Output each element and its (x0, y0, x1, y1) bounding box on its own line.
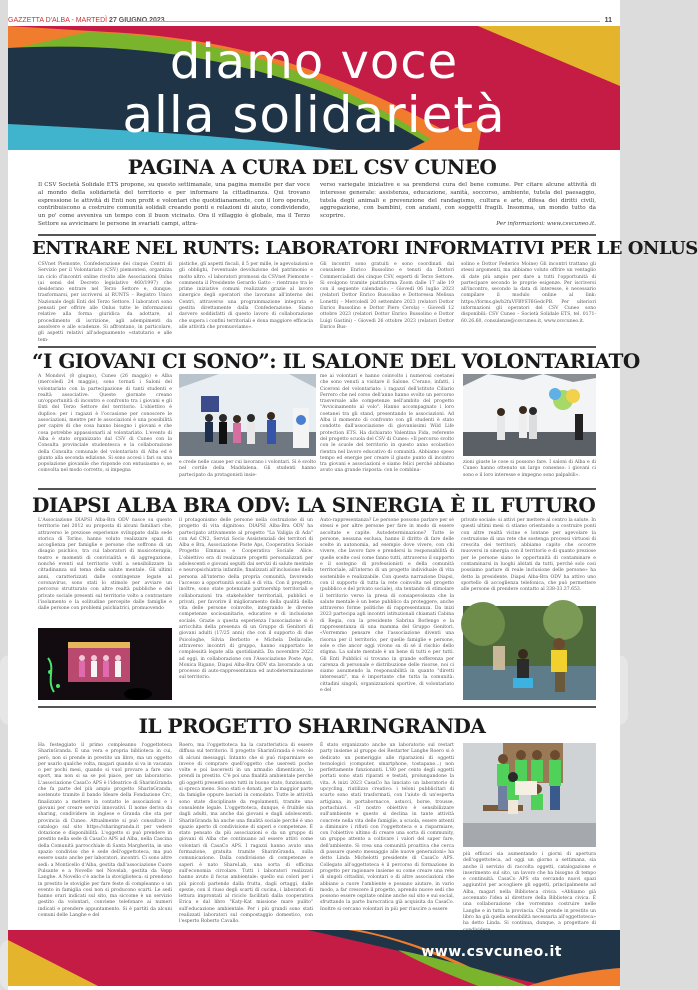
diapsi-column-4: privato sociale: si attivi per mettere al centro la salute. In questi ultimi mesi ci stiamo orientando a costruire ponti con altre realtà vicine e lontane per agevolare la costruzione di una rete che sostenga processi virtuosi di crescita dei territori; abbiamo capito che occorre muoversi in sinergia con il territorio e di quanto preziose per le persone siano le opportunità di contaminare e contaminarsi in luoghi abitati da tutti, perché solo così possiamo parlare di reale inclusione delle persone» ha detto la presidente. Diapsi Alba-Bra ODV ha attivo uno sportello di accoglienza telefonica, che può permettere alle persone di prendere contatto al 338-33.37.653. (461, 518, 596, 593)
giovani-column-1: A Mondovì (8 giugno), Cuneo (26 maggio) e Alba (mercoledì 24 maggio), sono tornati i Saloni del volontariato con la partecipazione di tanti studenti e realtà associative. Queste giornate creano un'opportunità di incontro e confronto tra i giovani e gli Enti del Terzo Settore del territorio. L'obiettivo è duplice: per i ragazzi è l'occasione per conoscere le associazioni, mentre per le associazioni è una possibilità per capire di che cosa hanno bisogno i giovani e che cosa potrebbe appassionarli al volontariato. L'evento di Alba è stato organizzato dal CSV di Cuneo con la Consulta provinciale studentesca e la collaborazione della Consulta comunale del volontariato di Alba ed è giunto alla seconda edizione. Si sono accesi i fari su una popolazione giovanile che risponde con entusiasmo e, se coinvolta nel modo corretto, si impegna (38, 374, 172, 474)
masthead (8, 17, 612, 24)
photo-garden-activity (463, 606, 596, 700)
giovani-column-4: zioni giuste le cose si possono fare. I saloni di Alba e di Cuneo hanno ottenuto un largo consenso: i giovani ci sono e il loro interesse e impegno sono palpabili». (463, 460, 596, 478)
newspaper-name: GAZZETTA D'ALBA - MARTEDÌ (8, 17, 110, 24)
giovani-column-3: me ai volontari e hanno coinvolto i numerosi coetanei che sono venuti a visitare il Salone. C'erano, infatti, i Ciceroni del volontariato: i ragazzi dell'istituto Ciliario Ferrero che nel corso dell'anno hanno svolto un percorso trasversale alle competenze nell'ambito del progetto "Avvicinamento al volo". Hanno accompagnato i loro coetanei tra gli stand, presentando le associazioni. Ad Alba il momento di confronto con gli studenti è stato condotto dall'associazione di giovanissimi Wild Life protection ETS. Ha dichiarato Valentina Fida, referente del progetto scuola del CSV di Cuneo: «Il percorso svolto con le scuole del territorio in questo anno scolastico rientra nel lavoro educativo di comunità. Abbiamo speso tempo ed energie per creare il giusto punto di incontro tra giovani e associazioni e siamo felici perché abbiamo avuto una grande risposta: con le combina- (320, 374, 454, 474)
header-banner (8, 26, 620, 150)
issue-date: 27 GIUGNO 2023 (109, 17, 165, 24)
giovani-column-2-text: e crede nelle cause per cui lavorano i volontari. Si è svolto nel cortile della Maddalena. Gli studenti hanno partecipato da protagonisti insie- (179, 460, 316, 478)
section-divider (38, 706, 596, 708)
runts-column-1: CSVnet Piemonte, Confederazione dei cinque Centri di Servizio per il Volontariato (CSV) piemontesi, organizza un ciclo d'incontri online rivolto alle Associazioni Onlus (ai sensi del Decreto legislativo 460/1997) che desiderano entrare nel Terzo Settore e, dunque, trasformarsi, per iscriversi al RUNTS – Registro Unico Nazionale degli Enti del Terzo Settore. I laboratori sono pensati per offrire alle Onlus tutte le informazioni relative alla forma giuridica da adottare, al procedimento di iscrizione, agli adempimenti da assolvere e alle scadenze. Si affrontano, in particolare, gli aspetti relativi all'adeguamento «statutario e alle tem- (38, 262, 172, 343)
section-divider (38, 234, 596, 236)
section-headline-intro: PAGINA A CURA DEL CSV CUNEO (127, 155, 497, 179)
section-divider (38, 488, 596, 490)
photo-theatre (38, 628, 172, 700)
section-headline-diapsi: DIAPSI ALBA BRA ODV: LA SINERGIA È IL FUTURO (32, 493, 596, 517)
runts-column-2: pistiche, gli aspetti fiscali, il 5 per mille, le agevolazioni e gli obblighi, l'eventuale devoluzione del patrimonio e molto altro. «I laboratori promossi da CSVnet Piemonte – commenta il Presidente Gerardo Gatto – rientrano tra le prime iniziative comuni realizzate grazie al lavoro sinergico degli operatori che lavorano all'interno dei Centri, attraverso una programmazione integrata e gestita direttamente dalla Confederazione. Siamo davvero soddisfatti di questo lavoro di collaborazione che supera i confini territoriali e dona maggiore efficacia alle attività che promuoviamo». (179, 262, 313, 330)
banner-title-line2: alla solidarietà (122, 86, 506, 144)
intro-column-2-text: verso variegate iniziative e sa prendersi cura del bene comune. Per citare alcune attività di interesse generale: assistenza, educazione, sanità, soccorso, ambiente, tutela del paesaggio, tutela degli animali e prevenzione del randagismo, cultura e arte, difesa dei diritti civili, aggregazione, con bambini, con anziani, con soggetti fragili. Insomma, un mondo tutto da scoprire. (320, 182, 596, 220)
website-link[interactable]: www.csvcuneo.it (421, 944, 562, 960)
section-divider (38, 346, 596, 348)
photo-salone-alba (179, 374, 316, 456)
sharingranda-column-3: È stato organizzato anche un laboratorio sul restart party insieme al gruppo dei Restarter Langhe Roero si è dedicato un pomeriggio alle riparazioni di oggetti tecnologici (computer, smartphone, tostapane...) non perfettamente funzionanti. L'80 per cento degli oggetti portati sono stati riparati e testati, prolungandone la vita. A inizi 2023 CasaCo ha lanciato un laboratorio di upcycling, riutilizzo creativo: i teloni pubblicitari di scarto sono stati trasformati, con l'aiuto di un'esperta artigiana, in portabornacce, astucci, borse, trousse, portachiavi. «Il nostro obiettivo è sensibilizzare sull'ambiente e questo si declina in tante attività concrete nella vita delle famiglie, a scuola, essere attenti a diminuire i rifiuti con l'oggettoteca e a risparmiare, con l'obiettivo ultimo di creare una sorta di community, un gruppo attento a coltivare i valori del saper fare, dell'ambiente. Si crea una comunità proattiva che cerca di passare questo messaggio alle nuove generazioni» ha detto Linda Michelotti presidente di CasaCo APS. Collegato all'oggettoteca è il percorso di formazione in progetto per ragionare insieme su come creare una rete di singoli cittadini, volontari o di altre associazioni che abbiano a cuore l'ambiente e possano aiutare, in vario modo, a far crescere il progetto, aprendo nuove sedi che possono essere ospitate online anche sul sito e sui social, sfruttando la parte burocratica già acquisita da CasaCo. Inoltre si cercano volontari in più per riuscire a essere (320, 743, 454, 912)
intro-column-2 (320, 182, 596, 230)
runts-column-4: solino e Dottor Federico Moine) Gli incontri trattano gli stessi argomenti, ma abbiamo voluto offrire un ventaglio di date più ampio per dare a tutti l'opportunità di partecipare secondo le proprie esigenze. Per iscriversi all'incontro, secondo la data di interesse, è necessario compilare il modulo online al link: https://forms.gle/b2fuVFBYST6GedcPB. Per ulteriori informazioni gli operatori del CSV Cuneo sono disponibili: CSV Cuneo – Società Solidale ETS, tel. 0171-60.26.60, consulenze@csvcuneo.it, www.csvcuneo.it. (461, 262, 596, 324)
section-headline-sharingranda: IL PROGETTO SHARINGRANDA (138, 714, 486, 738)
sharingranda-column-4: più efficaci sia aumentando i giorni di apertura dell'oggettoteca, ad oggi un giorno a settimana, sia anche il servizio di raccolta oggetti, catalogazione e inserimento sul sito, un lavoro che ha bisogno di tempo e continuità. CasaCo APS sta cercando nuovi spazi aggiuntivi per accogliere gli oggetti, principalmente ad Alba, magari nella Biblioteca civica. «Abbiamo già accennato l'idea al direttore della Biblioteca civica. È una collaborazione che vorremmo costruire nelle Langhe e in tutta la provincia. Chi prende in prestito un libro ha già quella sensibilità necessaria all'oggettoteca» ha detto Linda. Si continua, dunque, a progettare di (463, 852, 596, 927)
diapsi-column-2: il protagonismo delle persone nella costruzione di un progetto di vita dignitoso. DIAPSI Alba-Bra ODV ha partecipato attivamente al progetto "La Valigia di Ada" con Asl CN2, Servizi Socio Assistenziali dei territori di Alba e Bra, Associazione Poste Aps, Cooperativa Sociale Progetto Emmaus e Cooperativa Sociale Alice. L'obiettivo era di realizzare progetti personalizzati per adolescenti e giovani seguiti dai servizi di salute mentale e neuropsichiatria infantile, finalizzati all'inclusione della persona all'interno della propria comunità, favorendo l'accesso a opportunità sociali e di vita. Con il progetto, inoltre, sono state potenziate partnership territoriali e collaborazioni tra stakeholder territoriali, pubblici e privati, per favorire il miglioramento della qualità della vita delle persone coinvolte, integrando le diverse competenze sociosanitarie, educative e di inclusione sociale. Grazie a questa esperienza l'associazione si è arricchita della presenza di un Gruppo di Genitori di giovani adulti (17/25 anni) che con il supporto di due Psicologhe, Silvia Berbotto e Michela Dellavalle, attraverso incontri di gruppo, hanno supportato le complessità legate alla quotidianità. Da novembre 2022 ad oggi, in collaborazione con l'Associazione Poste Aps, Monica Rigano, Diapsi Alba-Bra ODV sta lavorando a un processo di auto-rappresentanza ed autodeterminazione sul territorio. (179, 518, 313, 681)
diapsi-column-3: Auto-rappresentanza? Le persone possono parlare per sé stessi e per altre persone per fare in modo di essere ascoltate e capite. Autodeterminazione? Tutte le persone, nessuna esclusa, hanno il diritto di fare delle scelte in autonomia, ad esempio dove vivere, con chi vivere, che lavoro fare e prendersi la responsabilità di quelle scelte così come fanno tutti, attraverso il supporto e il sostegno di professionisti e della comunità territoriale, all'interno di un progetto individuale di vita sostenibile e realizzabile. Con questa narrazione Diapsi, con il supporto di tutta la rete coinvolta nel progetto (pubblico e del privato sociale), sta tentando di stimolare il territorio verso la presa di consapevolezza che la salute mentale è un bene pubblico da proteggere, anche attraverso forme politiche di rappresentanza. Da inizi 2023 partecipa agli incontri istituzionali chiamati Cabina di Regia, con la presidente Sabrina Borlengo e la rappresentanza di una mamma del Gruppo Genitori. «Vorremmo pensare che l'associazione diventi una risorsa per il territorio, per quelle famiglie e persone, sole e che ancor oggi vivono su di sé il rischio dello stigma. La salute mentale è un bene di tutti e per tutti. Gli Enti Pubblici si trovano in grande sofferenza per carenza di personale e distribuzione delle risorse, noi ci siamo assumendo la responsabilità in quanto "diretti interessati", ma è importante che tutta la comunità: cittadini singoli, organizzazioni sportive, di volontariato e del (320, 518, 454, 694)
photo-salone-cuneo (463, 374, 596, 456)
footer-banner (8, 930, 620, 986)
diapsi-column-1: L'Associazione DIAPSI Alba-Bra ODV nasce su questo territorio nel 2012 su proposta di alcuni familiari che, attraverso le preziose esperienze sviluppate dalla sede storica di Torino, hanno voluto realizzare spazi di accoglienza per famiglie e persone che soffrono di un disagio psichico, tra cui laboratori di musicoterapia, teatro e momenti di convivialità e di aggregazione, nonché eventi sul territorio volti a sensibilizzare la cittadinanza sul tema della salute mentale. Gli ultimi anni, caratterizzati dalle contingenze legate al coronavirus, sono stati lo stimolo per avviare un percorso strutturato con altre realtà pubbliche e del privato sociale presenti sul territorio volto a contrastare l'isolamento e la solitudine percepite dalle famiglie e dalle persone con problemi psichiatrici, promuovendo (38, 518, 172, 612)
info-link[interactable]: Per informazioni: www.csvcuneo.it. (496, 220, 596, 227)
photo-casaco-team (463, 743, 596, 847)
runts-column-3: Gli incontri sono gratuiti e sono coordinati dal consulente Enrico Bussolino e tenuti da Dottori Commercialisti dei cinque CSV, esperti di Terzo Settore. Si svolgono tramite piattaforma Zoom dalle 17 alle 19 con il seguente calendario: – Giovedì 06 luglio 2023 (relatori Dottor Enrico Bussolino e Dottoressa Melissa Lonetti) – Mercoledì 20 settembre 2023 (relatori Dottor Enrico Bussolino e Dottor Piero Cerola) – Giovedì 12 ottobre 2023 (relatori Dottor Enrico Bussolino e Dottor Luigi Gastini) – Giovedì 26 ottobre 2023 (relatori Dottor Enrico Bus- (320, 262, 454, 330)
section-headline-runts: ENTRARE NEL RUNTS: LABORATORI INFORMATIVI PER LE ONLUS (32, 238, 698, 259)
sharingranda-column-1: Ha festeggiato il primo compleanno l'oggettoteca SharinGranda. È una vera e propria biblioteca in cui, però, non si prende in prestito un libro, ma un oggetto per usarlo qualche volta, magari quando si va in vacanza o per pochi mesi, quando si vuol provare a fare uno sport, ma non si sa se poi piace, per un laboratorio. L'associazione CasaCo APS è l'ideatrice di SharinGranda che fa parte del più ampio progetto SharinGranda, sostenuto tramite il bando Ideare della Fondazione Crc, finalizzato a mettere in contatto le associazioni e i giovani per creare servizi innovativi. Il nome deriva da sharing, condividere in inglese e Granda che sta per provincia di Cuneo. Attualmente si può consultare il catalogo sul sito https://sharingranda.it per vedere dotazione e disponibilità. L'oggetto si può prendere in prestito nella sede di CasaCo APS ad Alba, nella Cascina della Comunità parrocchiale di Santa Margherita, in uno spazio condiviso che è sede dell'oggettoteca, ma può essere usato anche per laboratori, incontri. Ci sono altre sedi: a Monticello d'Alba, gestita dall'associazione Cuore Pulsante e a Novello nel Novelab, gestita da Vepp Langhe. A Novello c'è anche la stovigliotecа: si prendono in prestito le stoviglie per fare feste di compleanno o un evento in famiglia così non si producono scarti. Le sedi hanno orari indicati sul sito, ma siccome è un servizio gestito da volontari, conviene telefonare ai numeri indicati e prendere appuntamento. Si è partiti da alcuni comuni delle Langhe e del (38, 743, 172, 919)
intro-column-1: Il CSV Società Solidale ETS propone, su questo settimanale, una pagina mensile per dar voce al mondo della solidarietà del territorio e per informare la cittadinanza. Qui trovano espressione le attività di Enti non profit e volontari che quotidianamente, con il loro operato, contribuiscono a costruire comunità solidali creando ponti e relazioni di aiuto, condividendo, un po' come avveniva un tempo con il buon vicinato. Ora il villaggio è globale, ma il Terzo Settore sa avvicinare le persone in svariati campi, attra- (38, 182, 310, 227)
masthead-rule (130, 21, 600, 22)
page-number: 11 (604, 17, 612, 24)
sharingranda-column-2: Roero, ma l'oggettoteca ha la caratteristica di essere diffusa sul territorio. Il progetto SharinGranda è veicolo di alcuni messaggi. Intanto che si può risparmiare se invece di comprare quell'oggetto che useresti poche volte e poi lasceresti in un armadio dimenticato, lo prendi in prestito. C'è poi una finalità ambientale perché gli oggetti presenti sono tutti in buono stato, funzionanti, si spreca meno. Sono stati e donati, per la maggior parte da famiglie oppure lasciati in comodato. Tutte le attività sono state disciplinate da regolamenti, tramite una consulente legale. L'oggettoteca, dunque, è fruibile sia dagli adulti, ma anche dai giovani e dagli adolescenti. SharinGranda ha anche una finalità sociale perché è uno spazio aperto di condivisione di saperi e competenze. È stato pensato da più associazioni e da un gruppo di giovani di Alba che continuano ad essere attivi come volontari di CasaCo APS. I ragazzi hanno avuto una formazione, gratuita tramite SharinGranda, sulla comunicazione. Dalla condivisione di competenze e saperi è nato ShareLab, una sorta di officina sull'economia circolare. Tutti i laboratori realizzati hanno avuto il focus ambientale: quello sui colori per i più piccoli partendo dalla frutta, dagli ortaggi, dalle spezie, con il riuso degli scarti di cucina, i laboratori di lettura improntati al riciclo facilitati dalla cooperativa Erica e dal libro "Katy-Kat missione mare pulito" sull'educazione ambientale. Per i più grandi sono stati realizzati laboratori sul compostaggio domestico, con l'esperto Roberto Cavallo. (179, 743, 313, 925)
section-headline-giovani: “I GIOVANI CI SONO”: IL SALONE DEL VOLONTARIATO (32, 349, 640, 373)
newspaper-page (8, 0, 698, 990)
giovani-column-2 (179, 460, 316, 486)
banner-title-line1: diamo voce (169, 34, 459, 90)
